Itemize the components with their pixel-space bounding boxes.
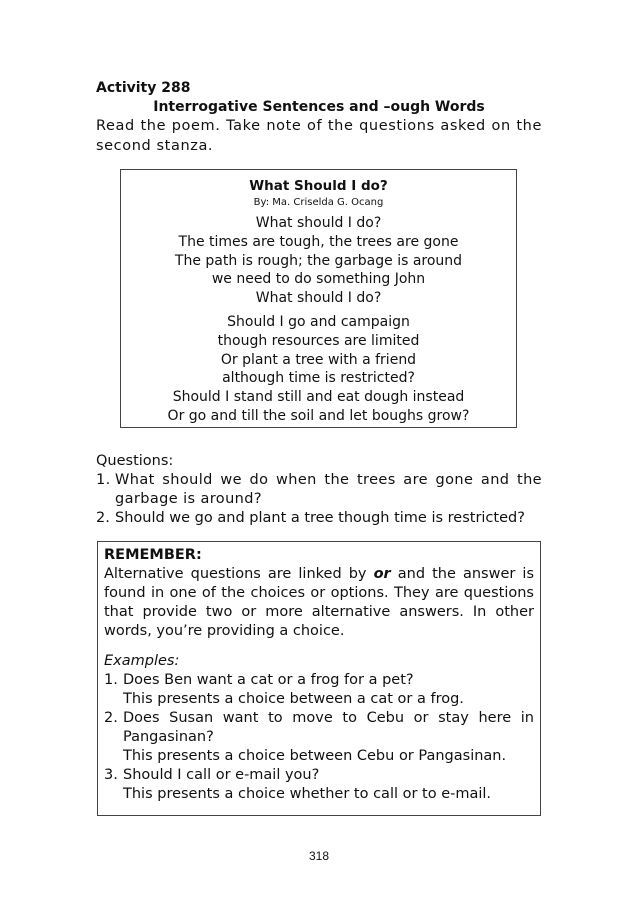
poem-stanza-2 <box>121 313 516 426</box>
remember-heading: REMEMBER: <box>104 547 202 563</box>
poem-title: What Should I do? <box>249 178 388 194</box>
example-explanation: This presents a choice whether to call or to e-mail. <box>123 786 492 802</box>
poem-author: By: Ma. Criselda G. Ocang <box>253 197 384 208</box>
example-question: Should I call or e-mail you? <box>123 767 320 783</box>
remember-body-text: and the answer is found in one of the choices or options. They are questions that provide two or more alternative answers. In other words, you’re providing a choice. <box>104 566 534 639</box>
page-number: 318 <box>308 849 330 863</box>
keyword-or: or <box>373 566 391 582</box>
poem-line: What should I do? <box>255 290 382 307</box>
example-text <box>123 671 534 709</box>
poem-line: Or go and till the soil and let boughs grow? <box>167 407 470 424</box>
poem-line: although time is restricted? <box>222 370 415 387</box>
poem-line: Should I stand still and eat dough instead <box>172 389 465 406</box>
poem-line: though resources are limited <box>217 332 420 349</box>
question-text: Should we go and plant a tree though time is restricted? <box>115 510 525 526</box>
example-question: Does Ben want a cat or a frog for a pet? <box>123 672 414 688</box>
example-text <box>123 766 534 804</box>
example-explanation: This presents a choice between Cebu or Pangasinan. <box>123 748 507 764</box>
questions-label: Questions: <box>96 453 174 469</box>
example-number: 3. <box>104 767 118 783</box>
remember-body-text: Alternative questions are linked by <box>104 566 374 582</box>
example-explanation: This presents a choice between a cat or a frog. <box>123 691 464 707</box>
activity-title: Activity 288 <box>96 80 191 96</box>
examples-label: Examples: <box>104 653 180 669</box>
remember-body <box>104 565 534 641</box>
example-item <box>104 766 534 804</box>
poem-line: Should I go and campaign <box>227 314 410 330</box>
poem-line: What should I do? <box>255 215 382 231</box>
question-number: 2. <box>96 510 110 526</box>
poem-line: The times are tough, the trees are gone <box>178 233 459 250</box>
example-item <box>104 671 534 709</box>
example-number: 1. <box>104 672 118 688</box>
remember-content <box>104 546 534 804</box>
poem-box <box>120 169 517 428</box>
remember-box <box>97 541 541 816</box>
example-question: Does Susan want to move to Cebu or stay here in Pangasinan? <box>123 710 534 745</box>
poem-line: The path is rough; the garbage is around <box>174 252 463 269</box>
poem-line: we need to do something John <box>211 271 426 288</box>
questions-list <box>96 471 542 528</box>
poem-stanza-1 <box>121 214 516 308</box>
poem-line: Or plant a tree with a friend <box>220 351 417 368</box>
example-number: 2. <box>104 710 118 726</box>
question-text: What should we do when the trees are gone and the garbage is around? <box>115 472 542 507</box>
example-item <box>104 709 534 766</box>
question-item <box>96 509 542 528</box>
instructions: Read the poem. Take note of the questions asked on the second stanza. <box>96 118 542 154</box>
question-item <box>96 471 542 509</box>
activity-subtitle: Interrogative Sentences and –ough Words <box>153 99 485 115</box>
question-number: 1. <box>96 472 111 488</box>
example-text <box>123 709 534 766</box>
